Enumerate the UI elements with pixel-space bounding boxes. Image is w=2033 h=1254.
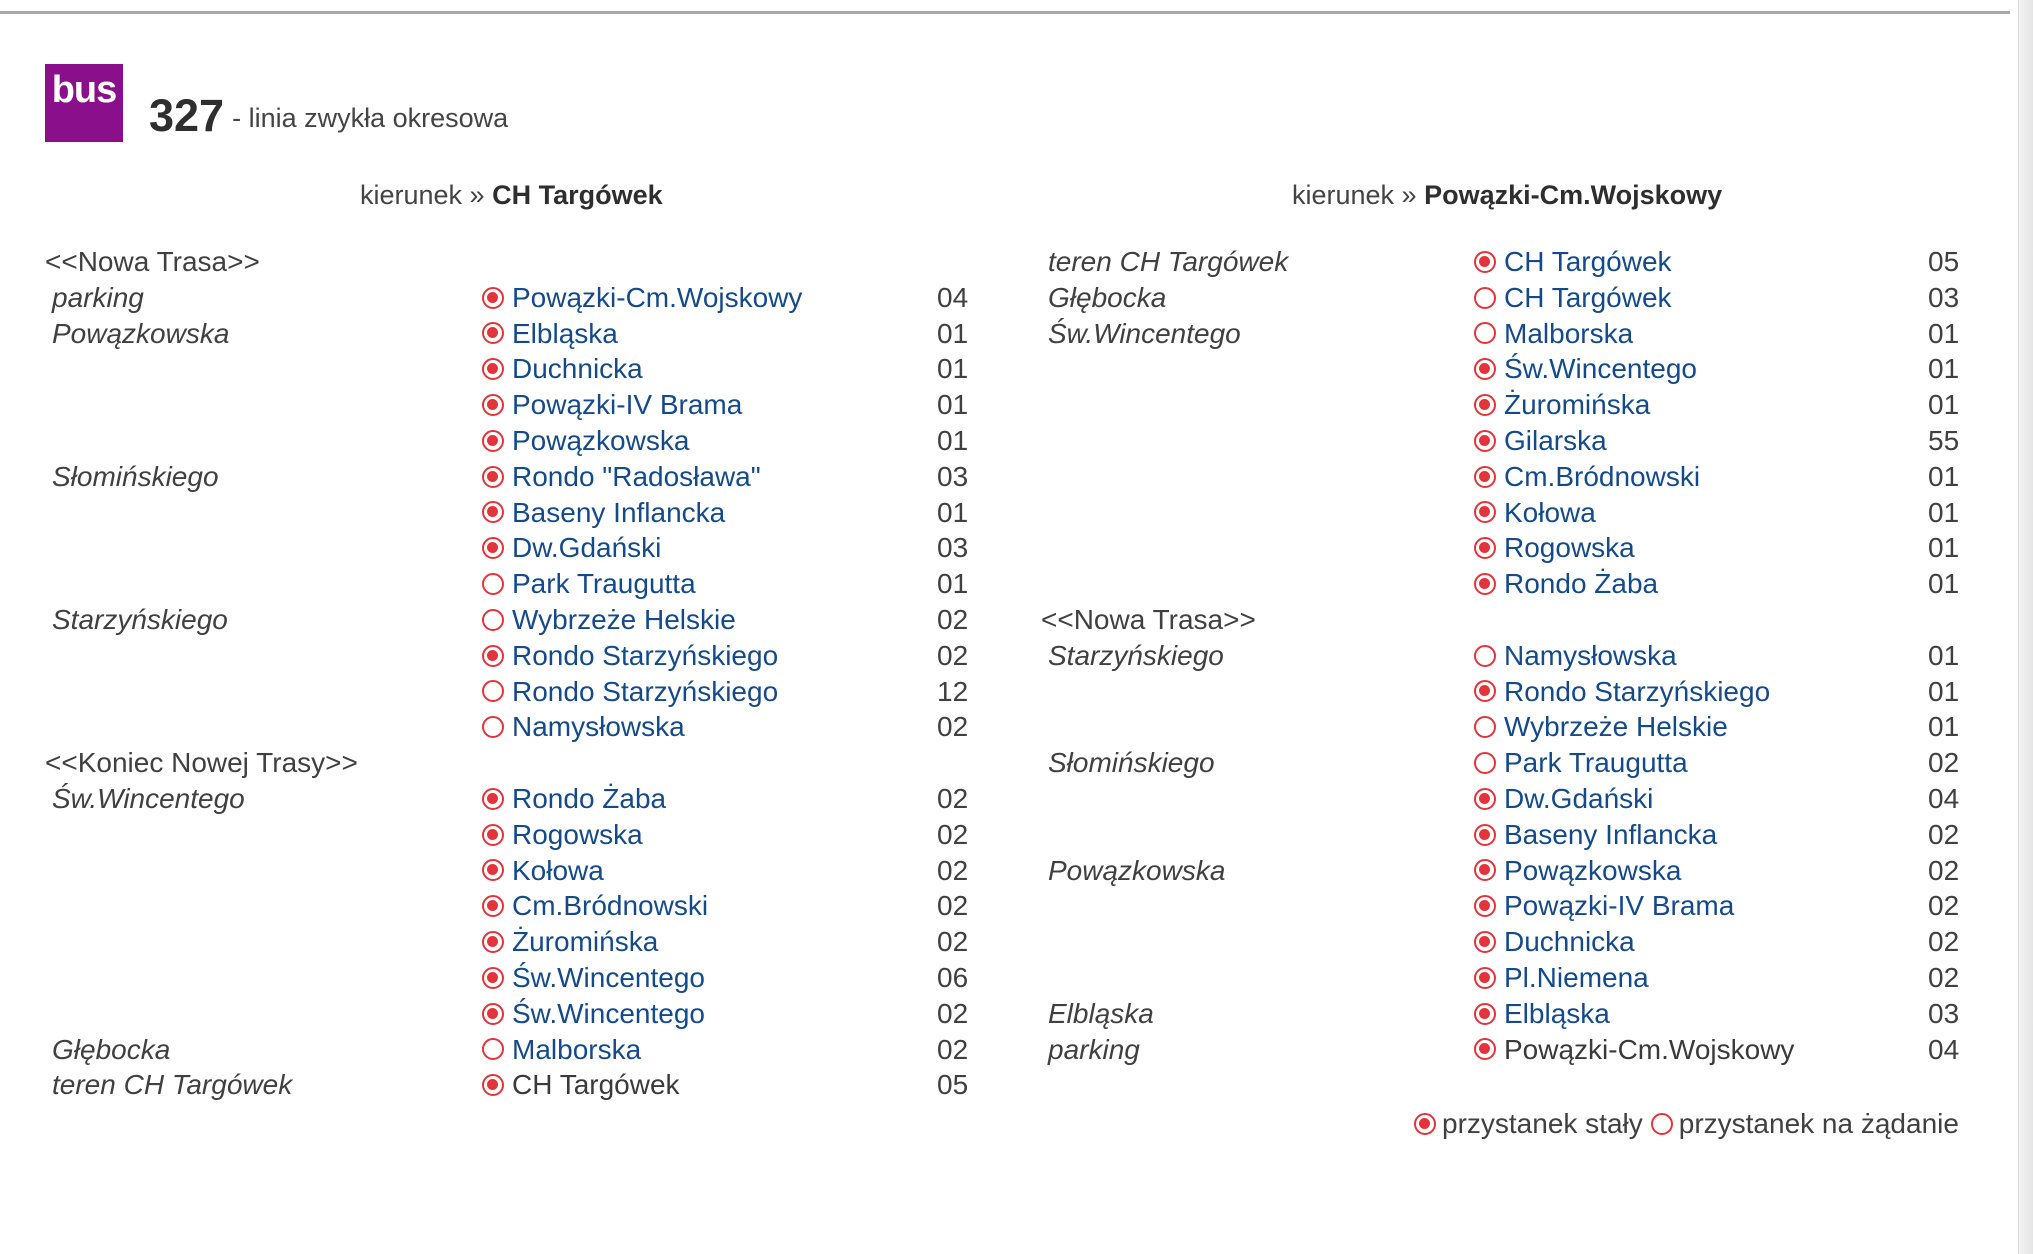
route-marker: <<Nowa Trasa>> bbox=[1041, 603, 1256, 635]
stop-link[interactable]: Malborska bbox=[512, 1033, 642, 1065]
filled-circle-icon bbox=[1474, 680, 1496, 702]
stop-code: 01 bbox=[1928, 353, 1960, 385]
stop-link[interactable]: Gilarska bbox=[1504, 424, 1607, 456]
stop-code: 01 bbox=[1928, 389, 1960, 421]
stop-entry bbox=[482, 602, 736, 638]
stop-entry bbox=[1474, 530, 1635, 566]
stop-code: 06 bbox=[937, 961, 969, 993]
street-name: Głębocka bbox=[52, 1033, 171, 1065]
stop-entry bbox=[482, 423, 689, 459]
hollow-circle-icon bbox=[482, 680, 504, 702]
stop-link[interactable]: Cm.Bródnowski bbox=[1504, 460, 1701, 492]
stop-code: 02 bbox=[937, 890, 969, 922]
stop-link[interactable]: Rondo Żaba bbox=[1504, 568, 1659, 600]
stop-code: 03 bbox=[1928, 281, 1960, 313]
stop-link[interactable]: Rondo Starzyńskiego bbox=[512, 639, 779, 671]
filled-circle-icon bbox=[1474, 967, 1496, 989]
stop-entry bbox=[482, 530, 661, 566]
stop-code: 01 bbox=[1928, 675, 1960, 707]
filled-circle-icon bbox=[1474, 931, 1496, 953]
filled-circle-icon bbox=[482, 788, 504, 810]
stop-link[interactable]: Baseny Inflancka bbox=[1504, 818, 1718, 850]
street-name: Powązkowska bbox=[1048, 854, 1226, 886]
street-name: Starzyńskiego bbox=[1048, 639, 1224, 671]
filled-circle-icon bbox=[482, 430, 504, 452]
line-number: 327 bbox=[149, 90, 225, 141]
filled-circle-icon bbox=[482, 466, 504, 488]
stop-code: 02 bbox=[937, 854, 969, 886]
stop-entry bbox=[482, 316, 618, 352]
filled-circle-icon bbox=[482, 322, 504, 344]
stop-entry bbox=[1474, 924, 1635, 960]
filled-circle-icon bbox=[1474, 859, 1496, 881]
stop-entry bbox=[482, 674, 778, 710]
stop-link[interactable]: CH Targówek bbox=[1504, 281, 1672, 313]
hollow-circle-icon bbox=[482, 573, 504, 595]
stop-entry bbox=[1474, 996, 1610, 1032]
direction-destination: CH Targówek bbox=[492, 180, 663, 210]
stop-code: 02 bbox=[937, 818, 969, 850]
hollow-circle-icon bbox=[482, 716, 504, 738]
filled-circle-icon bbox=[1414, 1113, 1436, 1135]
filled-circle-icon bbox=[1474, 430, 1496, 452]
stop-link[interactable]: Elbląska bbox=[512, 317, 618, 349]
stop-entry bbox=[1474, 459, 1700, 495]
filled-circle-icon bbox=[482, 537, 504, 559]
filled-circle-icon bbox=[482, 859, 504, 881]
stop-link[interactable]: Elbląska bbox=[1504, 997, 1610, 1029]
stop-link[interactable]: Duchnicka bbox=[512, 353, 643, 385]
stop-link[interactable]: Powązkowska bbox=[1504, 854, 1682, 886]
stop-code: 01 bbox=[1928, 711, 1960, 743]
direction-prefix: kierunek » bbox=[360, 180, 485, 210]
stop-entry bbox=[482, 638, 778, 674]
bus-badge: bus bbox=[45, 64, 123, 142]
stop-entry bbox=[1474, 709, 1728, 745]
stop-code: 02 bbox=[937, 997, 969, 1029]
stop-link[interactable]: Namysłowska bbox=[512, 711, 685, 743]
stop-code: 04 bbox=[937, 281, 969, 313]
stop-link[interactable]: Rondo Żaba bbox=[512, 782, 667, 814]
direction-header-right bbox=[1292, 180, 1722, 211]
street-name: Św.Wincentego bbox=[1048, 317, 1241, 349]
stop-name-current: Powązki-Cm.Wojskowy bbox=[1504, 1033, 1795, 1065]
stop-link[interactable]: Powązki-Cm.Wojskowy bbox=[512, 281, 803, 313]
route-marker: <<Nowa Trasa>> bbox=[45, 246, 260, 277]
filled-circle-icon bbox=[1474, 824, 1496, 846]
stop-entry bbox=[1474, 244, 1672, 280]
stop-link[interactable]: Wybrzeże Helskie bbox=[512, 603, 736, 635]
filled-circle-icon bbox=[482, 645, 504, 667]
stop-link[interactable]: Powązki-IV Brama bbox=[1504, 890, 1735, 922]
stop-link[interactable]: Rogowska bbox=[512, 818, 643, 850]
filled-circle-icon bbox=[1474, 251, 1496, 273]
stop-entry bbox=[482, 996, 705, 1032]
stop-link[interactable]: Pl.Niemena bbox=[1504, 961, 1649, 993]
top-divider bbox=[0, 11, 2010, 14]
stop-link[interactable]: Rogowska bbox=[1504, 532, 1635, 564]
stop-code: 02 bbox=[1928, 854, 1960, 886]
street-name: teren CH Targówek bbox=[1048, 246, 1289, 277]
legend bbox=[1414, 1108, 1967, 1140]
stop-link[interactable]: Namysłowska bbox=[1504, 639, 1677, 671]
direction-header-left bbox=[360, 180, 663, 211]
stop-code: 01 bbox=[937, 389, 969, 421]
stop-code: 01 bbox=[1928, 532, 1960, 564]
stop-entry bbox=[482, 459, 761, 495]
street-name: Starzyńskiego bbox=[52, 603, 228, 635]
street-name: teren CH Targówek bbox=[52, 1069, 293, 1101]
street-name: parking bbox=[1048, 1033, 1140, 1065]
direction-destination: Powązki-Cm.Wojskowy bbox=[1424, 180, 1723, 210]
stop-link[interactable]: Powązki-IV Brama bbox=[512, 389, 743, 421]
legend-fixed-label: przystanek stały bbox=[1442, 1108, 1643, 1139]
stop-code: 02 bbox=[1928, 890, 1960, 922]
stop-link[interactable]: Wybrzeże Helskie bbox=[1504, 711, 1728, 743]
stop-entry bbox=[1474, 960, 1649, 996]
stop-entry bbox=[482, 495, 725, 531]
street-name: parking bbox=[52, 281, 144, 313]
filled-circle-icon bbox=[482, 394, 504, 416]
stop-link[interactable]: Duchnicka bbox=[1504, 926, 1635, 958]
stop-entry bbox=[482, 280, 802, 316]
stop-link[interactable]: Park Traugutta bbox=[512, 568, 696, 600]
stop-code: 01 bbox=[1928, 460, 1960, 492]
stop-code: 01 bbox=[937, 317, 969, 349]
stop-code: 02 bbox=[937, 639, 969, 671]
filled-circle-icon bbox=[1474, 1038, 1496, 1060]
street-name: Głębocka bbox=[1048, 281, 1167, 313]
stop-entry bbox=[1474, 566, 1658, 602]
stop-entry bbox=[1474, 817, 1717, 853]
filled-circle-icon bbox=[482, 824, 504, 846]
filled-circle-icon bbox=[482, 358, 504, 380]
filled-circle-icon bbox=[1474, 537, 1496, 559]
scrollbar[interactable] bbox=[2018, 0, 2033, 1254]
filled-circle-icon bbox=[482, 967, 504, 989]
stop-entry bbox=[482, 1067, 680, 1103]
stop-code: 55 bbox=[1928, 424, 1960, 456]
stop-code: 02 bbox=[1928, 961, 1960, 993]
hollow-circle-icon bbox=[1474, 287, 1496, 309]
hollow-circle-icon bbox=[482, 609, 504, 631]
stop-entry bbox=[482, 853, 604, 889]
line-description: - linia zwykła okresowa bbox=[232, 103, 509, 133]
stop-code: 01 bbox=[1928, 496, 1960, 528]
stop-entry bbox=[1474, 781, 1653, 817]
direction-prefix: kierunek » bbox=[1292, 180, 1417, 210]
stop-entry bbox=[1474, 316, 1633, 352]
stop-link[interactable]: Św.Wincentego bbox=[512, 961, 705, 993]
filled-circle-icon bbox=[1474, 788, 1496, 810]
stop-code: 02 bbox=[937, 782, 969, 814]
filled-circle-icon bbox=[1474, 394, 1496, 416]
stop-entry bbox=[1474, 280, 1672, 316]
route-marker: <<Koniec Nowej Trasy>> bbox=[45, 747, 358, 779]
stop-entry bbox=[1474, 423, 1607, 459]
stop-code: 01 bbox=[937, 568, 969, 600]
stop-link[interactable]: Powązkowska bbox=[512, 424, 690, 456]
stop-link[interactable]: CH Targówek bbox=[1504, 246, 1672, 277]
street-name: Św.Wincentego bbox=[52, 782, 245, 814]
line-header bbox=[45, 64, 508, 142]
stop-entry bbox=[1474, 674, 1770, 710]
stop-code: 04 bbox=[1928, 1033, 1960, 1065]
stop-entry bbox=[1474, 1032, 1794, 1068]
stop-link[interactable]: Cm.Bródnowski bbox=[512, 890, 709, 922]
stop-entry bbox=[482, 709, 685, 745]
filled-circle-icon bbox=[1474, 466, 1496, 488]
stop-code: 02 bbox=[937, 711, 969, 743]
stop-code: 02 bbox=[937, 603, 969, 635]
stop-code: 02 bbox=[937, 1033, 969, 1065]
stop-entry bbox=[482, 960, 705, 996]
filled-circle-icon bbox=[1474, 1003, 1496, 1025]
stop-entry bbox=[482, 566, 696, 602]
stop-code: 12 bbox=[937, 675, 969, 707]
stop-link[interactable]: Żuromińska bbox=[1504, 389, 1651, 421]
stop-link[interactable]: Dw.Gdański bbox=[1504, 782, 1654, 814]
street-name: Powązkowska bbox=[52, 317, 230, 349]
legend-request-label: przystanek na żądanie bbox=[1678, 1108, 1959, 1139]
stop-link[interactable]: Baseny Inflancka bbox=[512, 496, 726, 528]
stop-code: 04 bbox=[1928, 782, 1960, 814]
hollow-circle-icon bbox=[1651, 1113, 1673, 1135]
filled-circle-icon bbox=[1474, 358, 1496, 380]
filled-circle-icon bbox=[1474, 895, 1496, 917]
filled-circle-icon bbox=[482, 1003, 504, 1025]
stop-entry bbox=[1474, 495, 1596, 531]
stop-entry bbox=[1474, 638, 1677, 674]
stop-link[interactable]: Kołowa bbox=[1504, 496, 1596, 528]
filled-circle-icon bbox=[482, 501, 504, 523]
hollow-circle-icon bbox=[482, 1038, 504, 1060]
stop-link[interactable]: Park Traugutta bbox=[1504, 747, 1688, 779]
stop-entry bbox=[1474, 888, 1734, 924]
stop-link[interactable]: Rondo Starzyńskiego bbox=[1504, 675, 1771, 707]
stop-code: 01 bbox=[1928, 568, 1960, 600]
filled-circle-icon bbox=[1474, 501, 1496, 523]
stop-entry bbox=[482, 387, 742, 423]
stop-link[interactable]: Św.Wincentego bbox=[1504, 353, 1697, 385]
street-name: Elbląska bbox=[1048, 997, 1154, 1029]
stop-entry bbox=[482, 888, 708, 924]
stop-link[interactable]: Dw.Gdański bbox=[512, 532, 662, 564]
stop-code: 02 bbox=[1928, 747, 1960, 779]
stop-entry bbox=[482, 351, 643, 387]
stop-code: 02 bbox=[937, 926, 969, 958]
street-name: Słomińskiego bbox=[1048, 747, 1215, 779]
stop-name-current: CH Targówek bbox=[512, 1069, 680, 1101]
stop-code: 01 bbox=[1928, 639, 1960, 671]
stop-code: 02 bbox=[1928, 818, 1960, 850]
filled-circle-icon bbox=[1474, 573, 1496, 595]
stop-entry bbox=[1474, 853, 1681, 889]
stop-link[interactable]: Rondo Starzyńskiego bbox=[512, 675, 779, 707]
filled-circle-icon bbox=[482, 931, 504, 953]
hollow-circle-icon bbox=[1474, 645, 1496, 667]
stop-link[interactable]: Żuromińska bbox=[512, 926, 659, 958]
stop-code: 01 bbox=[1928, 317, 1960, 349]
filled-circle-icon bbox=[482, 287, 504, 309]
stop-code: 03 bbox=[937, 532, 969, 564]
stop-code: 03 bbox=[1928, 997, 1960, 1029]
street-name: Słomińskiego bbox=[52, 460, 219, 492]
filled-circle-icon bbox=[482, 1074, 504, 1096]
stop-link[interactable]: Kołowa bbox=[512, 854, 604, 886]
hollow-circle-icon bbox=[1474, 752, 1496, 774]
stop-entry bbox=[482, 924, 658, 960]
stop-code: 01 bbox=[937, 353, 969, 385]
stop-link[interactable]: Malborska bbox=[1504, 317, 1634, 349]
stop-code: 01 bbox=[937, 424, 969, 456]
stop-entry bbox=[482, 1032, 641, 1068]
stop-entry bbox=[1474, 351, 1697, 387]
filled-circle-icon bbox=[482, 895, 504, 917]
stop-entry bbox=[1474, 387, 1650, 423]
stop-link[interactable]: Św.Wincentego bbox=[512, 997, 705, 1029]
hollow-circle-icon bbox=[1474, 322, 1496, 344]
hollow-circle-icon bbox=[1474, 716, 1496, 738]
stop-entry bbox=[482, 817, 643, 853]
stop-entry bbox=[482, 781, 666, 817]
stop-link[interactable]: Rondo "Radosława" bbox=[512, 460, 761, 492]
stop-code: 01 bbox=[937, 496, 969, 528]
stop-code: 02 bbox=[1928, 926, 1960, 958]
stop-code: 05 bbox=[1928, 246, 1960, 277]
stop-code: 03 bbox=[937, 460, 969, 492]
stop-code: 05 bbox=[937, 1069, 969, 1101]
stop-entry bbox=[1474, 745, 1688, 781]
